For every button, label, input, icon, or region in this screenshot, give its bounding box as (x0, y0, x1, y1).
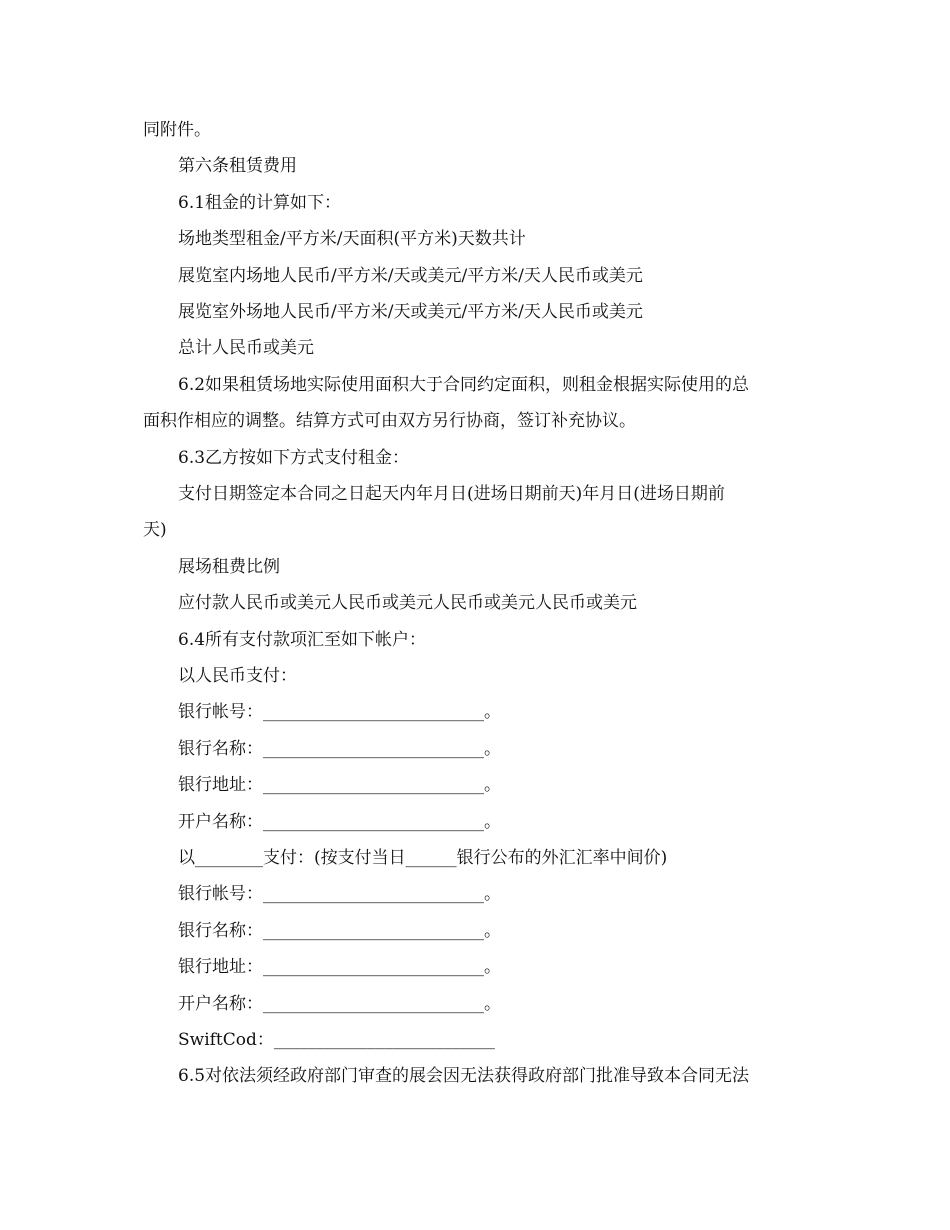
text-line: 以________支付：(按支付当日______银行公布的外汇汇率中间价) (178, 848, 668, 868)
text-line: 以人民币支付： (178, 666, 297, 686)
bank-account-field: 银行帐号：__________________________。 (178, 884, 501, 904)
bank-address-field: 银行地址：__________________________。 (178, 775, 501, 795)
bank-address-field: 银行地址：__________________________。 (178, 957, 501, 977)
swift-code-field: SwiftCod：__________________________ (178, 1030, 495, 1050)
clause-line: 6.3乙方按如下方式支付租金： (178, 448, 410, 468)
clause-line: 6.2如果租赁场地实际使用面积大于合同约定面积，则租金根据实际使用的总 (178, 375, 750, 395)
text-line: 展览室内场地人民币/平方米/天或美元/平方米/天人民币或美元 (178, 266, 643, 286)
section-heading: 第六条租赁费用 (178, 156, 297, 176)
bank-name-field: 银行名称：__________________________。 (178, 739, 501, 759)
text-line: 应付款人民币或美元人民币或美元人民币或美元人民币或美元 (178, 593, 637, 613)
bank-name-field: 银行名称：__________________________。 (178, 921, 501, 941)
account-holder-field: 开户名称：__________________________。 (178, 812, 501, 832)
text-line: 支付日期签定本合同之日起天内年月日(进场日期前天)年月日(进场日期前 (178, 484, 725, 504)
text-line: 同附件。 (143, 120, 211, 140)
text-line: 总计人民币或美元 (178, 338, 314, 358)
bank-account-field: 银行帐号：__________________________。 (178, 702, 501, 722)
text-line: 场地类型租金/平方米/天面积(平方米)天数共计 (178, 229, 526, 249)
account-holder-field: 开户名称：__________________________。 (178, 994, 501, 1014)
text-line: 展场租费比例 (178, 557, 280, 577)
text-line: 天) (143, 520, 167, 540)
clause-line: 6.1租金的计算如下： (178, 193, 342, 213)
clause-line: 6.5对依法须经政府部门审查的展会因无法获得政府部门批准导致本合同无法 (178, 1066, 750, 1086)
text-line: 面积作相应的调整。结算方式可由双方另行协商，签订补充协议。 (143, 411, 636, 431)
clause-line: 6.4所有支付款项汇至如下帐户： (178, 630, 427, 650)
text-line: 展览室外场地人民币/平方米/天或美元/平方米/天人民币或美元 (178, 302, 643, 322)
